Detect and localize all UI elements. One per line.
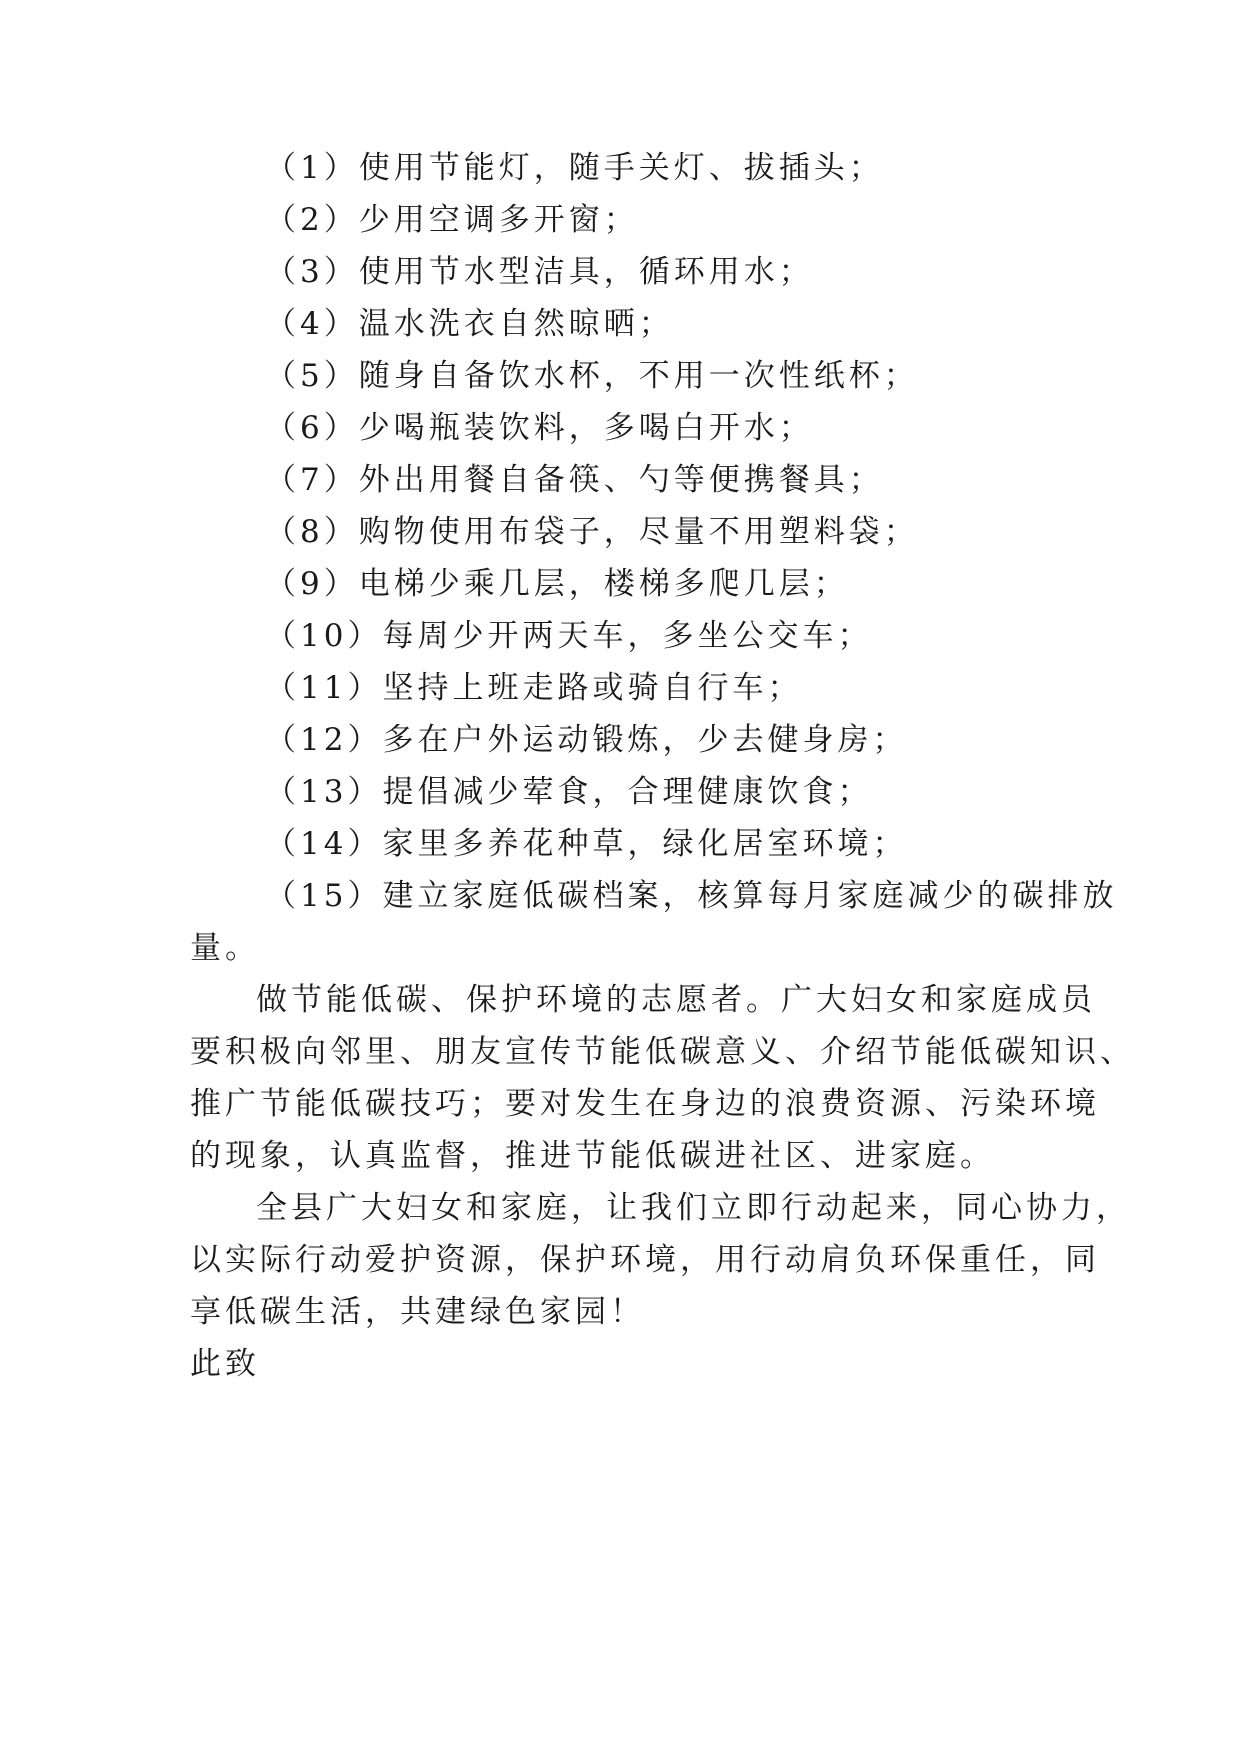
list-item: （12）多在户外运动锻炼，少去健身房； [265, 722, 908, 758]
paragraph-line: 推广节能低碳技巧；要对发生在身边的浪费资源、污染环境 [190, 1086, 1100, 1122]
list-item: （2）少用空调多开窗； [265, 202, 639, 238]
list-item: （11）坚持上班走路或骑自行车； [265, 670, 803, 706]
list-item: （1）使用节能灯，随手关灯、拔插头； [265, 150, 884, 186]
list-item: （5）随身自备饮水杯，不用一次性纸杯； [265, 358, 919, 394]
paragraph-line: 的现象，认真监督，推进节能低碳进社区、进家庭。 [190, 1138, 995, 1174]
list-item: （14）家里多养花种草，绿化居室环境； [265, 826, 908, 862]
list-item: （7）外出用餐自备筷、勺等便携餐具； [265, 462, 884, 498]
paragraph-line: 享低碳生活，共建绿色家园！ [190, 1294, 645, 1330]
list-item-continuation: 量。 [190, 930, 260, 966]
list-item: （9）电梯少乘几层，楼梯多爬几层； [265, 566, 849, 602]
list-item: （15）建立家庭低碳档案，核算每月家庭减少的碳排放 [265, 878, 1118, 914]
paragraph-line: 要积极向邻里、朋友宣传节能低碳意义、介绍节能低碳知识、 [190, 1034, 1135, 1070]
list-item: （3）使用节水型洁具，循环用水； [265, 254, 814, 290]
list-item: （8）购物使用布袋子，尽量不用塑料袋； [265, 514, 919, 550]
closing-text: 此致 [190, 1346, 260, 1382]
list-item: （13）提倡减少荤食，合理健康饮食； [265, 774, 873, 810]
list-item: （10）每周少开两天车，多坐公交车； [265, 618, 873, 654]
paragraph-line: 做节能低碳、保护环境的志愿者。广大妇女和家庭成员 [256, 982, 1096, 1018]
list-item: （6）少喝瓶装饮料，多喝白开水； [265, 410, 814, 446]
paragraph-line: 以实际行动爱护资源，保护环境，用行动肩负环保重任，同 [190, 1242, 1100, 1278]
paragraph-line: 全县广大妇女和家庭，让我们立即行动起来，同心协力， [256, 1190, 1131, 1226]
list-item: （4）温水洗衣自然晾晒； [265, 306, 674, 342]
